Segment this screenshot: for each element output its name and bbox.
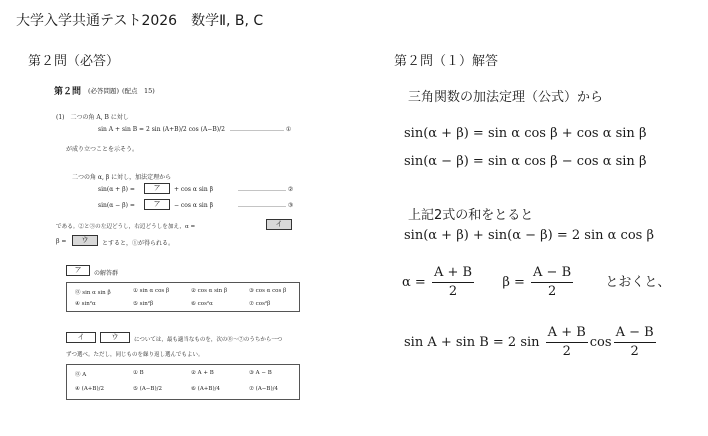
choice-iu-6: ⑥ (A+B)/4 xyxy=(191,386,220,392)
answer-heading: 第２問（１）解答 xyxy=(394,54,499,69)
choice-iu-7: ⑦ (A−B)/4 xyxy=(249,386,278,392)
ref1: ……………………… ① xyxy=(230,126,292,133)
answer-eq1: sin(α + β) = sin α cos β + cos α sin β xyxy=(404,126,647,141)
choices-a-grid xyxy=(66,282,300,312)
final-sum-numerator: A + B xyxy=(546,324,588,343)
okuto-text: とおくと、 xyxy=(605,275,671,290)
answer-box-a: ア xyxy=(144,183,170,194)
choice-a-7: ⑦ cos²β xyxy=(249,301,271,307)
final-diff-numerator: A − B xyxy=(614,324,656,343)
alpha-numerator: A + B xyxy=(432,264,474,283)
box-u-label: ウ xyxy=(100,332,130,343)
choice-iu-3: ③ A − B xyxy=(249,370,272,376)
answer-line2: 上記2式の和をとると xyxy=(408,208,534,223)
eq3-rhs: − cos α sin β xyxy=(174,202,214,209)
choices-iu-grid xyxy=(66,364,300,400)
question-type: (必答問題) xyxy=(88,87,120,95)
intro2-text: 二つの角 α, β に対し，加法定理から xyxy=(72,174,172,181)
question-points: (配点 15) xyxy=(122,87,155,95)
choice-a-4: ④ sin²α xyxy=(75,301,96,307)
ref2: …………………… ② xyxy=(238,186,294,193)
answer-line1: 三角関数の加法定理（公式）から xyxy=(408,90,604,105)
answer-eq2: sin(α − β) = sin α cos β − cos α sin β xyxy=(404,154,647,169)
eq2-rhs: + cos α sin β xyxy=(174,186,214,193)
choice-a-3: ③ cos α cos β xyxy=(249,288,287,294)
alpha-denominator: 2 xyxy=(448,284,458,299)
exam-scan xyxy=(52,78,314,410)
choice-iu-5: ⑤ (A−B)/2 xyxy=(133,386,162,392)
box-i-label: イ xyxy=(66,332,96,343)
choices-iu-note2: ずつ選べ。ただし，同じものを繰り返し選んでもよい。 xyxy=(66,352,204,358)
shown-text: が成り立つことを示そう。 xyxy=(66,146,139,153)
eq3-lhs: sin(α − β) = xyxy=(98,202,135,209)
choice-iu-0: ⓪ A xyxy=(75,372,87,378)
alpha-fraction xyxy=(432,264,474,301)
alpha-label: α = xyxy=(402,275,426,290)
final-sum-denominator: 2 xyxy=(562,344,571,359)
beta-label: β = xyxy=(502,275,525,290)
choice-a-1: ① sin α cos β xyxy=(133,288,170,294)
line5-beta: β = xyxy=(56,238,67,245)
choice-a-0: ⓪ sin α sin β xyxy=(75,290,111,296)
choice-a-6: ⑥ cos²α xyxy=(191,301,213,307)
answer-box-a-2: ア xyxy=(144,199,170,210)
formula1: sin A + sin B = 2 sin (A+B)/2 cos (A−B)/2 xyxy=(98,126,225,133)
answer-box-u: ウ xyxy=(72,235,98,246)
answer-box-i: イ xyxy=(266,219,292,230)
choice-iu-4: ④ (A+B)/2 xyxy=(75,386,104,392)
choice-a-5: ⑤ sin²β xyxy=(133,301,154,307)
box-a-label: ア xyxy=(66,265,90,276)
final-lhs: sin A + sin B = 2 sin xyxy=(404,335,540,350)
question-number: 第２問 xyxy=(54,87,82,97)
final-fraction-sum xyxy=(546,324,588,361)
final-formula xyxy=(404,324,658,361)
choices-a-label: の解答群 xyxy=(94,270,119,277)
line5-text: とすると，①が得られる。 xyxy=(102,240,175,247)
choices-iu-note1: については，最も適当なものを，次の⓪〜⑦のうちから一つ xyxy=(134,337,283,343)
answer-eq3: sin(α + β) + sin(α − β) = 2 sin α cos β xyxy=(404,228,654,243)
final-fraction-diff xyxy=(614,324,656,361)
eq2-lhs: sin(α + β) = xyxy=(98,186,135,193)
page-title: 大学入学共通テスト2026 数学Ⅱ, B, C xyxy=(16,13,264,29)
choice-iu-2: ② A + B xyxy=(191,370,214,376)
item1-text: (1) 二つの角 A, B に対し xyxy=(56,114,129,121)
beta-fraction xyxy=(531,264,573,301)
line4-text: である。②と③の左辺どうし，右辺どうしを加え，α = xyxy=(56,224,196,230)
choice-a-2: ② cos α sin β xyxy=(191,288,228,294)
beta-denominator: 2 xyxy=(547,284,557,299)
choice-iu-1: ① B xyxy=(133,370,144,376)
beta-numerator: A − B xyxy=(531,264,573,283)
problem-heading: 第２問（必答） xyxy=(28,54,120,69)
ref3: …………………… ③ xyxy=(238,202,294,209)
alpha-beta-def xyxy=(402,264,670,301)
final-diff-denominator: 2 xyxy=(630,344,639,359)
final-cos: cos xyxy=(589,335,612,350)
